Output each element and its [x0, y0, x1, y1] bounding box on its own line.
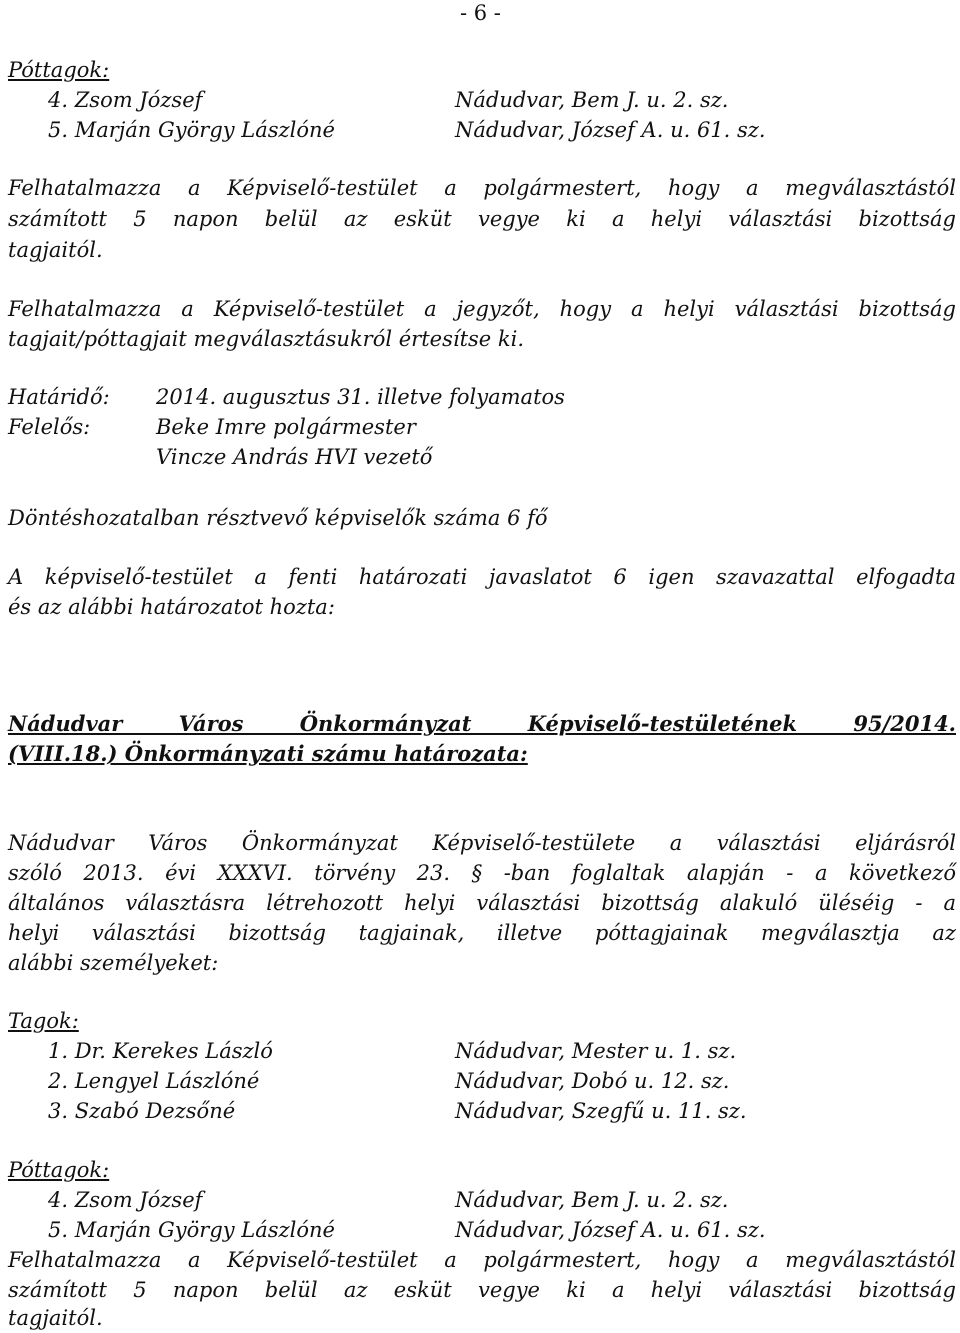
- alternates-heading: Póttagok:: [8, 1158, 110, 1182]
- alternate-row: [8, 115, 956, 145]
- responsible-row: [8, 442, 956, 472]
- resolution-body-line: szóló 2013. évi XXXVI. törvény 23. § -ban foglaltak alapján - a következő: [8, 861, 956, 885]
- participants-line: Döntéshozatalban résztvevő képviselők száma 6 fő: [8, 506, 548, 530]
- resolution-body-line: Nádudvar Város Önkormányzat Képviselő-testülete a választási eljárásról: [8, 831, 956, 855]
- alternate-row: [8, 85, 956, 115]
- alternate-address: Nádudvar, József A. u. 61. sz.: [455, 1218, 766, 1242]
- page-number: - 6 -: [460, 1, 501, 25]
- vote-paragraph-line: és az alábbi határozatot hozta:: [8, 595, 335, 619]
- resolution-body-line: általános választásra létrehozott helyi választási bizottság alakuló üléséig - a: [8, 891, 956, 915]
- alternate-name: 4. Zsom József: [48, 1188, 203, 1212]
- vote-paragraph-line: A képviselő-testület a fenti határozati javaslatot 6 igen szavazattal elfogadta: [8, 565, 956, 589]
- alternate-name: 5. Marján György Lászlóné: [48, 118, 335, 142]
- resolution-body-line: alábbi személyeket:: [8, 951, 219, 975]
- alternate-address: Nádudvar, József A. u. 61. sz.: [455, 118, 766, 142]
- resolution-body-line: helyi választási bizottság tagjainak, illetve póttagjainak megválasztja az: [8, 921, 956, 945]
- notary-paragraph-line: tagjait/póttagjait megválasztásukról értesítse ki.: [8, 327, 525, 351]
- document-page: [8, 0, 956, 1333]
- mayor-paragraph-line: tagjaitól.: [8, 1306, 103, 1330]
- members-heading: Tagok:: [8, 1009, 79, 1033]
- alternate-address: Nádudvar, Bem J. u. 2. sz.: [455, 88, 729, 112]
- mayor-paragraph-line: tagjaitól.: [8, 238, 103, 262]
- member-name: 3. Szabó Dezsőné: [48, 1099, 236, 1123]
- deadline-row: [8, 382, 956, 412]
- deadline-label: Határidő:: [8, 385, 110, 409]
- responsible-label: Felelős:: [8, 415, 91, 439]
- responsible-value: Beke Imre polgármester: [156, 415, 416, 439]
- member-row: [8, 1036, 956, 1066]
- mayor-paragraph-line: Felhatalmazza a Képviselő-testület a polgármestert, hogy a megválasztástól: [8, 1248, 956, 1272]
- member-row: [8, 1096, 956, 1126]
- member-address: Nádudvar, Mester u. 1. sz.: [455, 1039, 737, 1063]
- notary-paragraph-line: Felhatalmazza a Képviselő-testület a jegyzőt, hogy a helyi választási bizottság: [8, 297, 956, 321]
- member-address: Nádudvar, Szegfű u. 11. sz.: [455, 1099, 747, 1123]
- member-name: 2. Lengyel Lászlóné: [48, 1069, 260, 1093]
- resolution-title: Nádudvar Város Önkormányzat Képviselő-testületének 95/2014.: [8, 711, 956, 736]
- resolution-title: (VIII.18.) Önkormányzati számu határozata:: [8, 741, 528, 766]
- mayor-paragraph-line: Felhatalmazza a Képviselő-testület a polgármestert, hogy a megválasztástól: [8, 176, 956, 200]
- alternate-row: [8, 1215, 956, 1245]
- member-name: 1. Dr. Kerekes László: [48, 1039, 273, 1063]
- alternate-name: 5. Marján György Lászlóné: [48, 1218, 335, 1242]
- alternate-name: 4. Zsom József: [48, 88, 203, 112]
- mayor-paragraph-line: számított 5 napon belül az esküt vegye ki a helyi választási bizottság: [8, 207, 956, 231]
- responsible-row: [8, 412, 956, 442]
- responsible-value: Vincze András HVI vezető: [156, 445, 433, 469]
- alternate-address: Nádudvar, Bem J. u. 2. sz.: [455, 1188, 729, 1212]
- mayor-paragraph-line: számított 5 napon belül az esküt vegye ki a helyi választási bizottság: [8, 1278, 956, 1302]
- member-address: Nádudvar, Dobó u. 12. sz.: [455, 1069, 730, 1093]
- member-row: [8, 1066, 956, 1096]
- alternate-row: [8, 1185, 956, 1215]
- deadline-value: 2014. augusztus 31. illetve folyamatos: [156, 385, 565, 409]
- alternates-heading: Póttagok:: [8, 58, 110, 82]
